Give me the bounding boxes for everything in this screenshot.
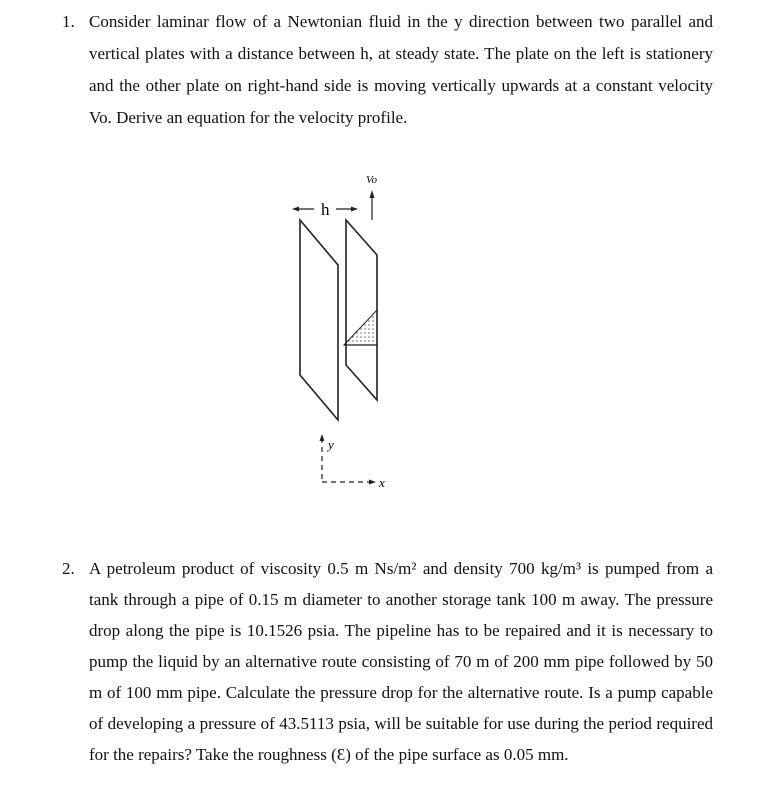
x-axis-label: x bbox=[379, 475, 385, 490]
question-1-number: 1. bbox=[62, 12, 75, 31]
velocity-arrowhead bbox=[370, 190, 375, 198]
x-axis-arrowhead bbox=[369, 480, 376, 485]
gap-label: h bbox=[321, 200, 330, 219]
plates-diagram bbox=[280, 160, 420, 500]
question-1-text: Consider laminar flow of a Newtonian fluid in the y direction between two parallel and vertical plates with a distance between h, at steady state. The plate on the left is stationery and the other plate on right-hand side is moving vertically upwards at a constant velocity Vo. Derive an equation for the velocity profile. bbox=[89, 12, 713, 127]
plates-figure bbox=[280, 160, 420, 500]
y-axis-arrowhead bbox=[320, 434, 325, 441]
question-2-number: 2. bbox=[62, 559, 75, 578]
velocity-label: Vo bbox=[366, 174, 377, 186]
velocity-profile bbox=[344, 310, 377, 345]
y-axis-label: y bbox=[328, 437, 334, 452]
right-plate bbox=[346, 220, 377, 400]
left-plate bbox=[300, 220, 338, 420]
question-2-text: A petroleum product of viscosity 0.5 m Ns/m² and density 700 kg/m³ is pumped from a tank through a pipe of 0.15 m diameter to another storage tank 100 m away. The pressure drop along the pipe is 10.1526 psia. The pipeline has to be repaired and it is necessary to pump the liquid by an alternative route consisting of 70 m of 200 mm pipe followed by 50 m of 100 mm pipe. Calculate the pressure drop for the alternative route. Is a pump capable of developing a pressure of 43.5113 psia, will be suitable for use during the period required for the repairs? Take the roughness (Ɛ) of the pipe surface as 0.05 mm. bbox=[89, 559, 713, 764]
gap-arrow-right bbox=[351, 207, 358, 212]
gap-arrow-left bbox=[292, 207, 299, 212]
